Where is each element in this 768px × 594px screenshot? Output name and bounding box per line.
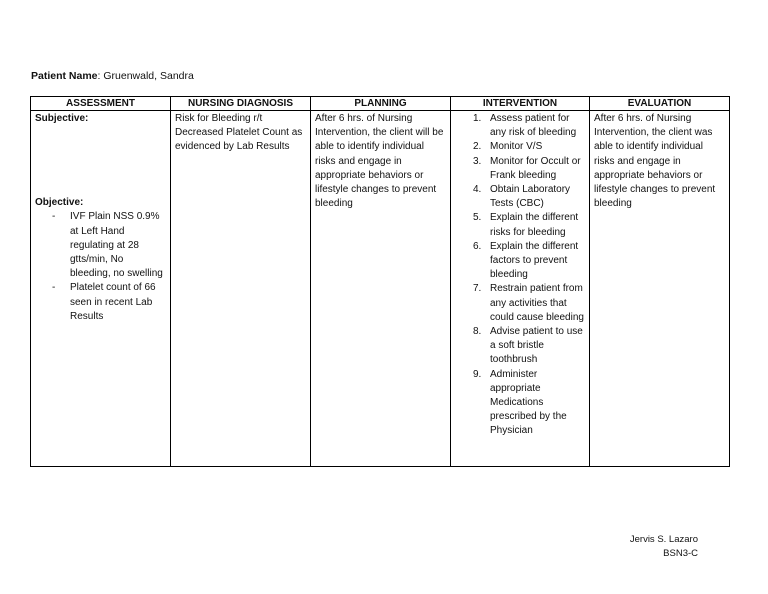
list-item: 7. Restrain patient from any activities that could cause bleeding [473,283,584,323]
header-assessment: ASSESSMENT [31,97,171,111]
intervention-cell [451,111,590,467]
header-intervention: INTERVENTION [451,97,590,111]
patient-name-label: Patient Name [31,70,98,82]
assessment-cell [31,111,171,467]
planning-cell: After 6 hrs. of Nursing Intervention, the client will be able to identify individual risks and engage in appropriate behaviors or lifestyle changes to prevent bleeding [311,111,451,467]
header-evaluation: EVALUATION [590,97,730,111]
list-item: 2. Monitor V/S [473,141,543,153]
patient-name-value: : Gruenwald, Sandra [97,70,194,82]
table-header-row [31,97,730,111]
table-row [31,111,730,467]
list-item: - IVF Plain NSS 0.9% at Left Hand regulating at 28 gtts/min, No bleeding, no swelling [35,210,166,281]
author-section: BSN3-C [663,548,698,559]
patient-name-line [31,70,194,82]
list-item: 6. Explain the different factors to prevent bleeding [473,240,579,281]
objective-list [35,210,166,324]
header-planning: PLANNING [311,97,451,111]
list-item: 8. Advise patient to use a soft bristle toothbrush [473,326,583,366]
list-item: 5. Explain the different risks for bleeding [473,212,579,238]
list-item: 9. Administer appropriate Medications prescribed by the Physician [473,368,567,437]
intervention-list [455,112,585,439]
list-item: 3. Monitor for Occult or Frank bleeding [473,155,581,181]
signature-block [630,533,698,561]
list-item: 1. Assess patient for any risk of bleeding [473,113,577,139]
evaluation-cell: After 6 hrs. of Nursing Intervention, the client was able to identify individual risks and engage in appropriate behaviors or lifestyle changes to prevent bleeding [590,111,730,467]
nursing-care-plan-table [30,96,730,467]
list-item: - Platelet count of 66 seen in recent Lab Results [35,281,166,324]
header-nursing-diagnosis: NURSING DIAGNOSIS [171,97,311,111]
diagnosis-cell: Risk for Bleeding r/t Decreased Platelet Count as evidenced by Lab Results [171,111,311,467]
objective-label: Objective: [35,197,84,209]
author-name: Jervis S. Lazaro [629,534,698,545]
list-item: 4. Obtain Laboratory Tests (CBC) [473,184,571,210]
subjective-label: Subjective: [35,113,89,124]
